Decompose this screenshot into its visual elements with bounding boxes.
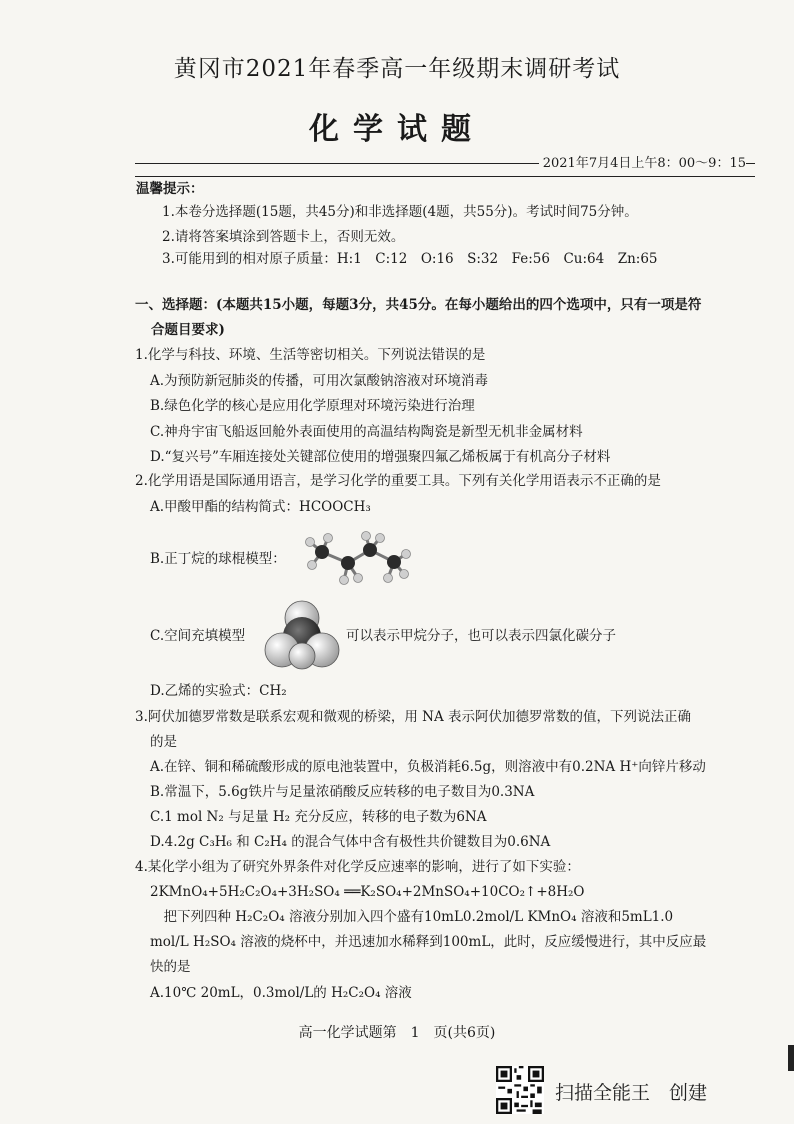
subject-title: 化学试题 — [309, 112, 485, 147]
q3-option-d: D.4.2g C₃H₆ 和 C₂H₄ 的混合气体中含有极性共价键数目为0.6NA — [150, 834, 551, 850]
q2-option-c-prefix: C.空间充填模型 — [150, 628, 246, 644]
q2-stem: 2.化学用语是国际通用语言，是学习化学的重要工具。下列有关化学用语表示不正确的是 — [135, 473, 661, 489]
q3-stem-line1: 3.阿伏加德罗常数是联系宏观和微观的桥梁，用 NA 表示阿伏加德罗常数的值，下列说法正确 — [135, 709, 692, 725]
section-heading-line1: 一、选择题：(本题共15小题，每题3分，共45分。在每小题给出的四个选项中，只有一项是符 — [135, 297, 702, 313]
q4-text-line2: mol/L H₂SO₄ 溶液的烧杯中，并迅速加水稀释到100mL，此时，反应缓慢进行，其中反应最 — [150, 934, 707, 950]
notice-title: 温馨提示： — [136, 181, 204, 197]
q1-option-b: B.绿色化学的核心是应用化学原理对环境污染进行治理 — [150, 398, 475, 414]
exam-title: 黄冈市2021年春季高一年级期末调研考试 — [173, 56, 621, 82]
q3-stem-line2: 的是 — [150, 734, 177, 750]
exam-datetime: 2021年7月4日上午8：00～9：15 — [539, 152, 746, 171]
q2-option-b: B.正丁烷的球棍模型： — [150, 551, 286, 567]
q1-option-d: D.“复兴号”车厢连接处关键部位使用的增强聚四氟乙烯板属于有机高分子材料 — [150, 449, 611, 465]
q2-option-a: A.甲酸甲酯的结构简式：HCOOCH₃ — [150, 499, 371, 515]
q1-option-c: C.神舟宇宙飞船返回舱外表面使用的高温结构陶瓷是新型无机非金属材料 — [150, 424, 583, 440]
notice-item-3: 3.可能用到的相对原子质量：H:1 C:12 O:16 S:32 Fe:56 Cu:64 Zn:65 — [162, 251, 658, 267]
scanner-caption: 扫描全能王 创建 — [555, 1082, 708, 1104]
q3-option-c: C.1 mol N₂ 与足量 H₂ 充分反应，转移的电子数为6NA — [150, 809, 487, 825]
butane-ball-and-stick-model — [300, 530, 415, 592]
q1-option-a: A.为预防新冠肺炎的传播，可用次氯酸钠溶液对环境消毒 — [150, 373, 489, 389]
section-heading-line2: 合题目要求) — [151, 322, 225, 338]
q4-stem: 4.某化学小组为了研究外界条件对化学反应速率的影响，进行了如下实验： — [135, 859, 580, 875]
q2-option-d: D.乙烯的实验式：CH₂ — [150, 683, 287, 699]
q4-equation: 2KMnO₄+5H₂C₂O₄+3H₂SO₄ ══K₂SO₄+2MnSO₄+10CO₂↑+8H₂O — [150, 884, 585, 900]
notice-item-2: 2.请将答案填涂到答题卡上，否则无效。 — [162, 229, 405, 245]
q4-text-line3: 快的是 — [150, 959, 191, 975]
notice-item-1: 1.本卷分选择题(15题，共45分)和非选择题(4题，共55分)。考试时间75分钟。 — [162, 204, 638, 220]
page-number-footer: 高一化学试题第 1 页(共6页) — [298, 1025, 496, 1041]
q1-stem: 1.化学与科技、环境、生活等密切相关。下列说法错误的是 — [135, 347, 486, 363]
q3-option-a: A.在锌、铜和稀硫酸形成的原电池装置中，负极消耗6.5g，则溶液中有0.2NA H⁺向锌片移动 — [150, 759, 706, 775]
scan-edge-mark — [788, 1045, 794, 1071]
q3-option-b: B.常温下，5.6g铁片与足量浓硝酸反应转移的电子数目为0.3NA — [150, 784, 535, 800]
q4-text-line1: 把下列四种 H₂C₂O₄ 溶液分别加入四个盛有10mL0.2mol/L KMnO₄ 溶液和5mL1.0 — [150, 909, 674, 925]
header-rule-bottom — [135, 176, 755, 177]
q4-option-a: A.10℃ 20mL，0.3mol/L的 H₂C₂O₄ 溶液 — [150, 985, 412, 1001]
q2-option-c-suffix: 可以表示甲烷分子，也可以表示四氯化碳分子 — [346, 628, 616, 644]
space-filling-model — [262, 600, 342, 670]
qr-code-icon[interactable] — [496, 1066, 544, 1114]
